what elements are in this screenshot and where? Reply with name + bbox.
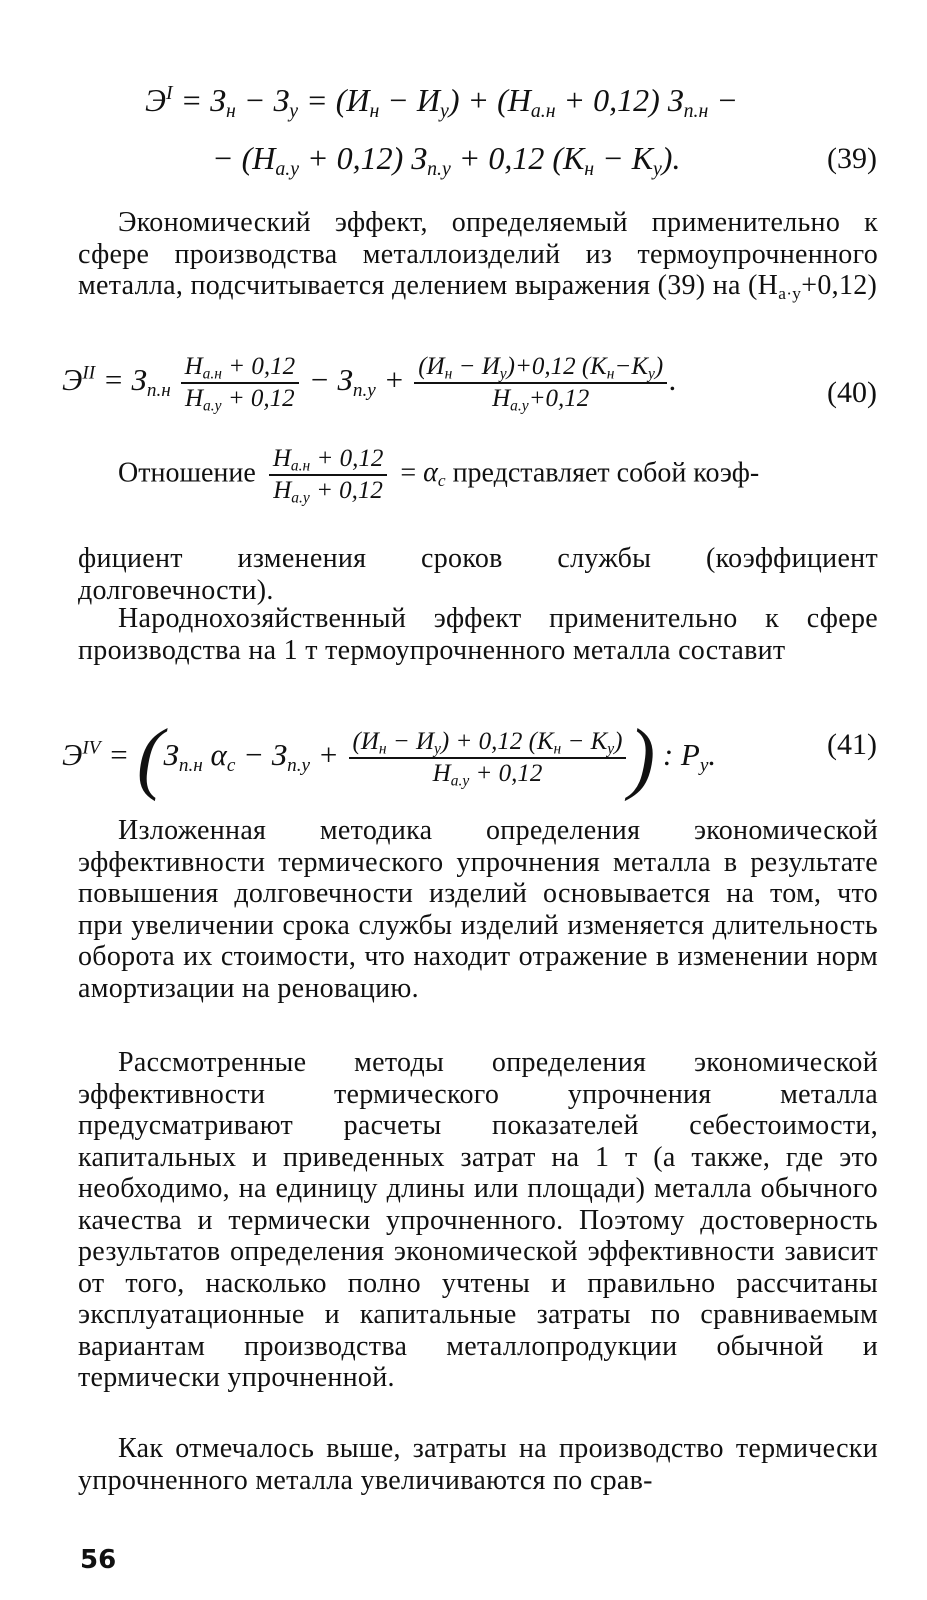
paragraph-1 <box>78 207 878 302</box>
paragraph-5-text: Рассмотренные методы определения экономической эффективности термического упрочнения металла предусматривают расчеты показателей себестоимости, капитальных и приведенных затрат на 1 т (а также, где это необходимо, на единицу длины или площади) металла обычного качества и термически упрочненного. Поэтому достоверность результатов определения экономической эффективности зависит от того, насколько полно учтены и правильно рассчитаны эксплуатационные и капитальные затраты по сравниваемым вариантам производства металлопродукции обычной и термически упрочненной. <box>78 1047 878 1393</box>
ratio-prefix: Отношение <box>118 457 256 489</box>
paragraph-1-text: Экономический эффект, определяемый применительно к сфере производства металлоизделий из термоупрочненного металла, подсчитывается делением выражения (39) на (Н <box>78 207 878 301</box>
equation-number-40: (40) <box>827 376 877 409</box>
formula-41: $Э^{IV} = (З_{п.н}$ $\alpha_с - З_{п.у}$ + $\frac{(И_н - И_у) + 0,12 (К_н - К_у)}{Н_{а.у} + 0,12}$ ) : $Р_у$. <box>62 714 717 802</box>
formula-41-fraction: $\frac{(И_н - И_у) + 0,12 (К_н - К_у)}{Н_{а.у} + 0,12}$ <box>349 727 627 789</box>
paragraph-6 <box>78 1433 878 1496</box>
paragraph-3-text: Народнохозяйственный эффект применительно к сфере производства на 1 т термоупрочненного металла составит <box>78 603 878 666</box>
formula-40-fraction-2: $\frac{(И_н - И_у)+0,12 (К_н-К_у)}{Н_{а.у}+0,12}$ <box>414 352 667 414</box>
paragraph-2: фициент изменения сроков службы (коэффициент долговечности). <box>78 543 878 606</box>
equation-number-39: (39) <box>827 142 877 175</box>
ratio-fraction: $\frac{Н_{а.н} + 0,12}{Н_{а.у} + 0,12}$ <box>269 444 388 506</box>
formula-40-sup: II <box>82 362 96 384</box>
formula-41-lhs: Э <box>62 737 83 773</box>
formula-39-line1: $Э^I = З_н - З_у = (И_н - И_у) + (Н_{а.н} + 0,12) З_{п.н}$ − <box>145 82 738 122</box>
paragraph-1-end: +0,12) <box>801 270 878 301</box>
paragraph-1-sub: а·у <box>778 284 802 304</box>
ratio-suffix: представляет собой коэф- <box>452 457 760 489</box>
page-number: 56 <box>80 1545 117 1575</box>
formula-40-lhs: Э <box>62 362 83 398</box>
formula-40: $Э^{II} = З_{п.н}$ $\frac{Н_{а.н} + 0,12}{Н_{а.у} + 0,12}$ − $З_{п.у}$ + $\frac{(И_н - И_у)+0,12 (К_н-К_у)}{Н_{а.у}+0,12}$ . <box>62 353 677 415</box>
paragraph-5 <box>78 1047 878 1394</box>
ratio-line: Отношение $\frac{Н_{а.н} + 0,12}{Н_{а.у} + 0,12}$ = $\alpha_с$ представляет собой коэф- <box>118 445 760 507</box>
equation-number-41: (41) <box>827 728 877 761</box>
formula-40-fraction-1: $\frac{Н_{а.н} + 0,12}{Н_{а.у} + 0,12}$ <box>181 352 300 414</box>
formula-41-sup: IV <box>82 737 101 759</box>
formula-39-line2: − $(Н_{а.у} + 0,12) З_{п.у} + 0,12$ $(К_н - К_у)$. <box>212 140 681 180</box>
paragraph-3 <box>78 603 878 666</box>
paragraph-4 <box>78 815 878 1004</box>
paragraph-6-text: Как отмечалось выше, затраты на производство термически упрочненного металла увеличиваются по срав- <box>78 1433 878 1496</box>
paragraph-4-text: Изложенная методика определения экономической эффективности термического упрочнения металла в результате повышения долговечности изделий основывается на том, что при увеличении срока службы изделий изменяется длительность оборота их стоимости, что находит отражение в изменении норм амортизации на реновацию. <box>78 815 878 1004</box>
